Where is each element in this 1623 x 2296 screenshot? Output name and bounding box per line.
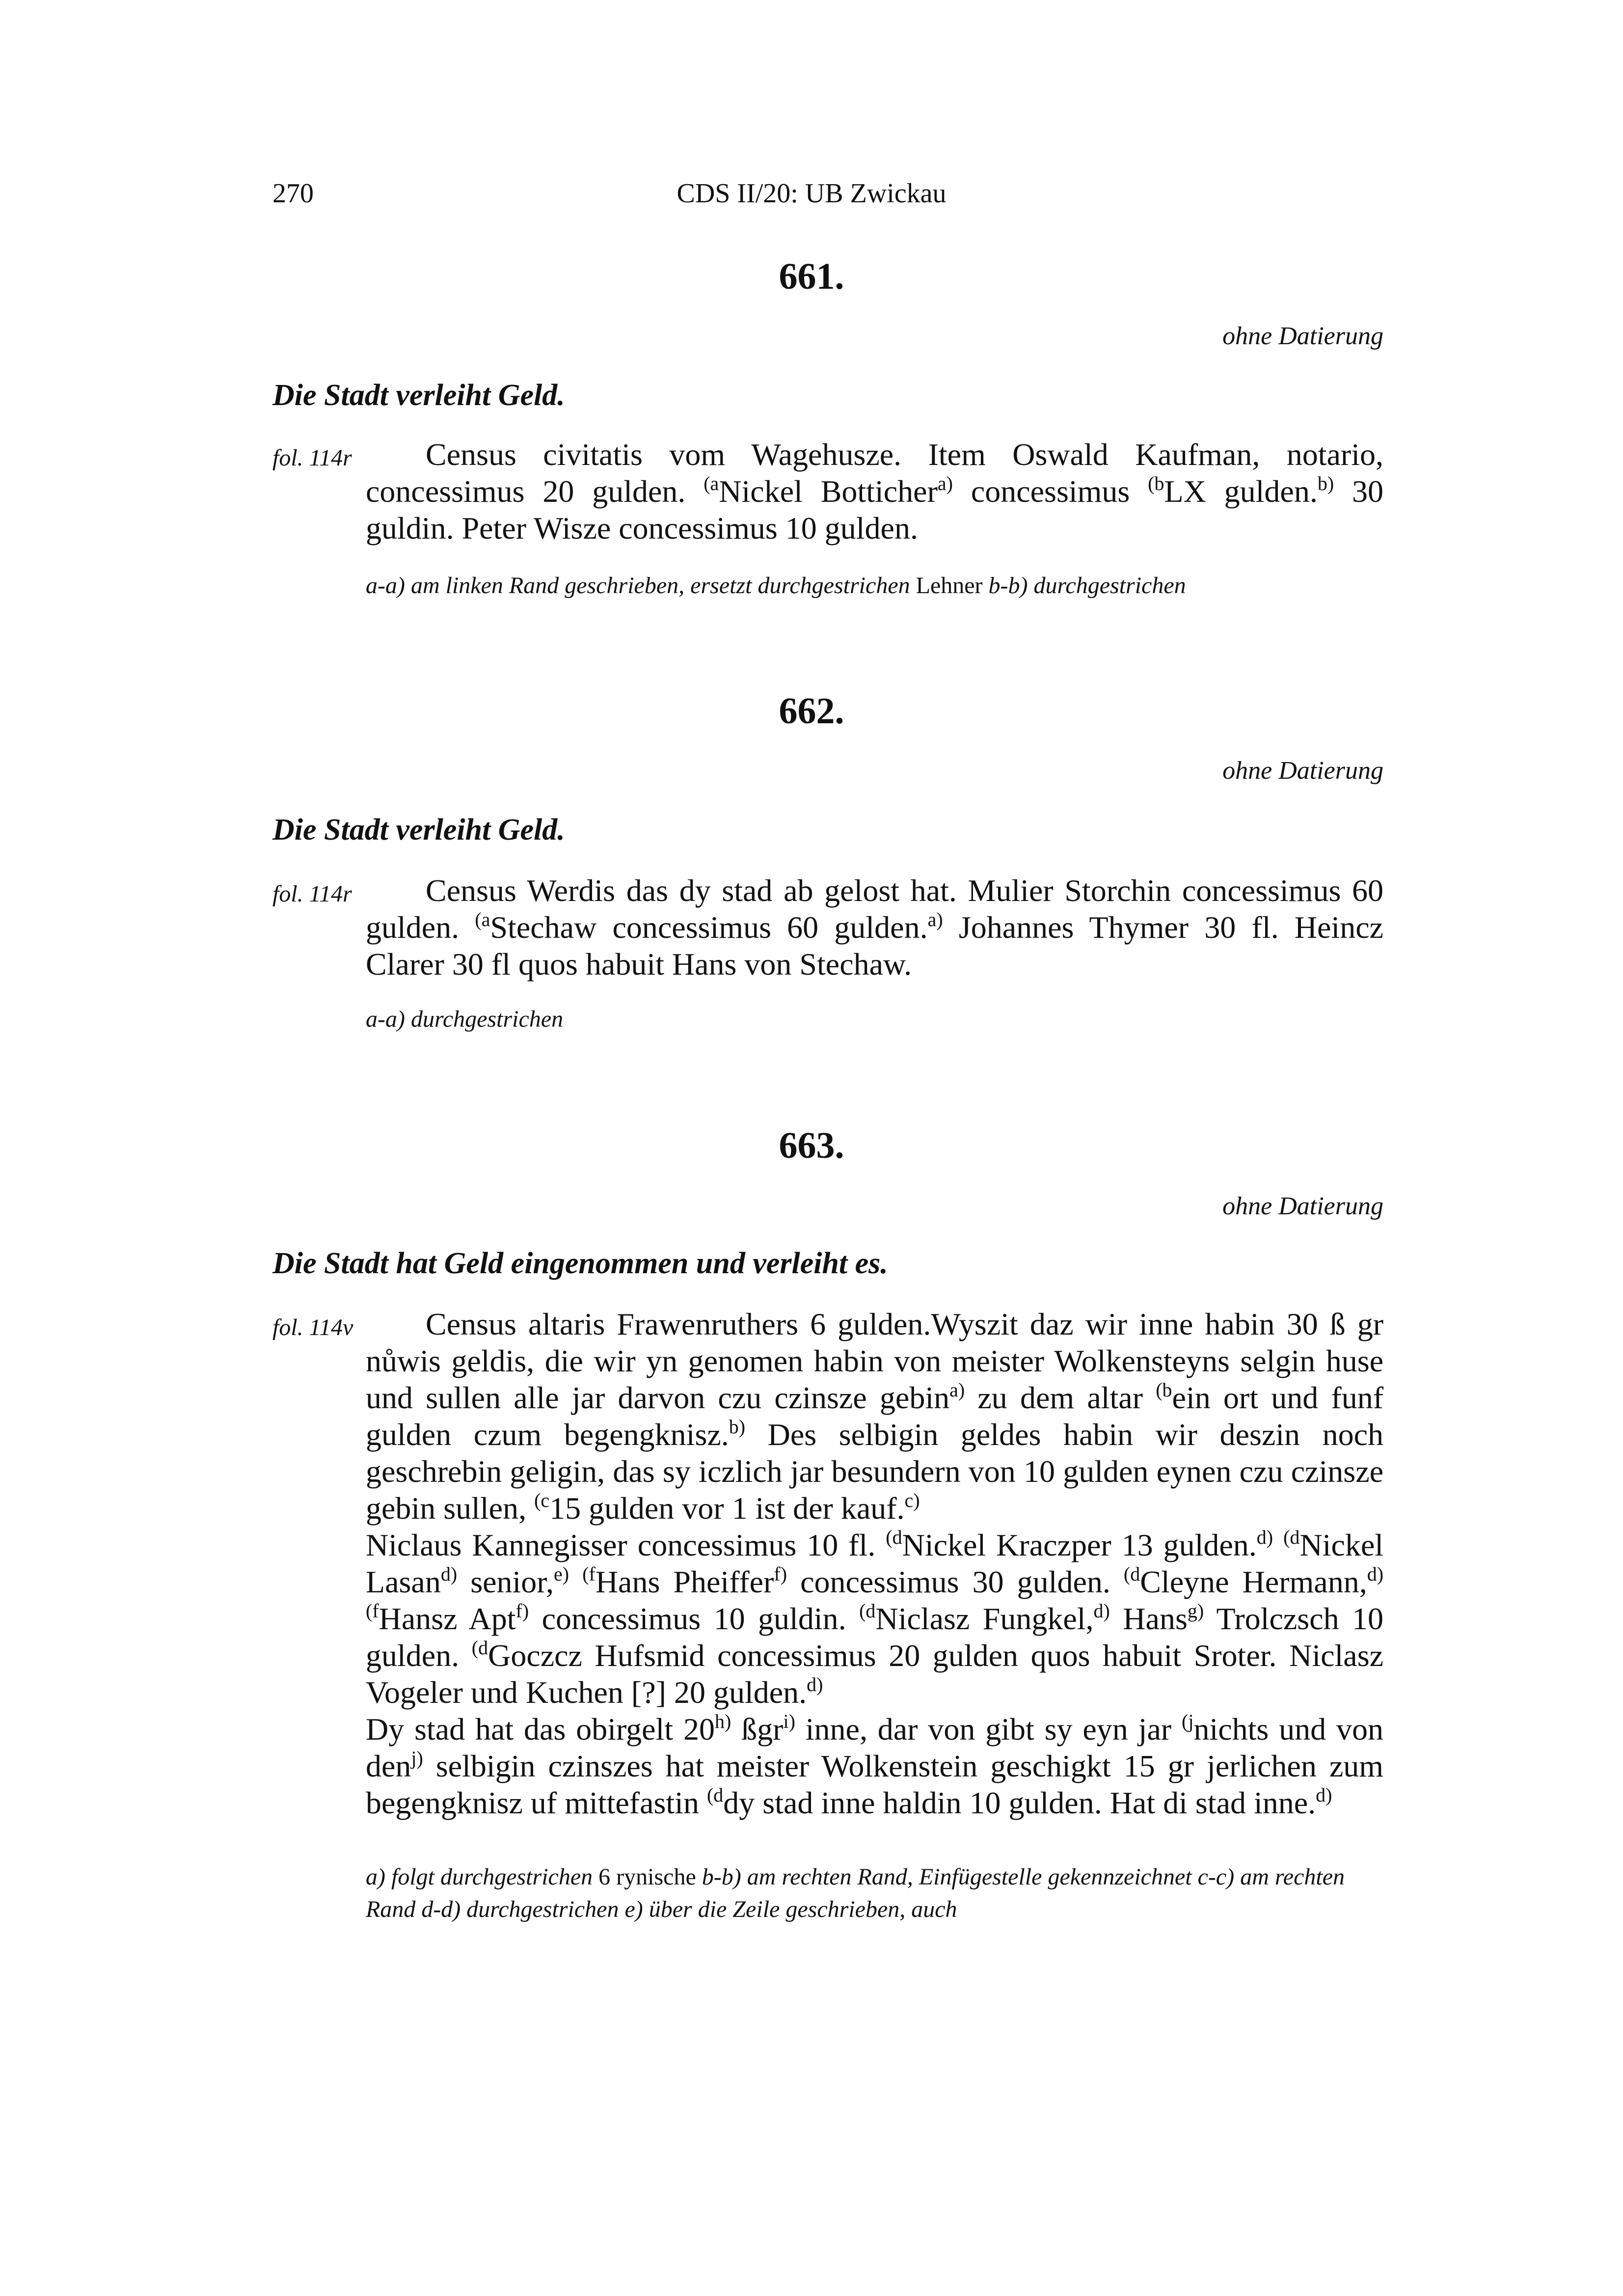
entry-text [366, 1306, 1383, 1821]
entry-number: 663. [779, 1125, 844, 1166]
entry-number: 662. [779, 690, 844, 732]
running-title: CDS II/20: UB Zwickau [676, 178, 947, 209]
entry-date: ohne Datierung [1222, 757, 1383, 785]
footnotes: a-a) durchgestrichen [366, 1006, 564, 1032]
paragraph: Census altaris Frawenruthers 6 gulden.Wyszit daz wir inne habin 30 ß gr nůwis geldis, die wir yn genomen habin von meister Wolkensteyns selgin huse und sullen alle jar darvon czu czinsze gebin$^{a)}$ zu dem altar $^{(b}$ein ort und funf gulden czum begengknisz.$^{b)}$ Des selbigin geldes habin wir deszin noch geschrebin geligin, das sy iczlich jar besundern von 10 gulden eynen czu czinsze gebin sullen, $^{(c}$15 gulden vor 1 ist der kauf.$^{c)}$ [366, 1307, 1384, 1526]
entry-title: Die Stadt verleiht Geld. [272, 379, 565, 412]
folio-reference: fol. 114r [272, 445, 352, 471]
footnotes: a-a) am linken Rand geschrieben, ersetzt durchgestrichen Lehner b-b) durchgestrichen [366, 573, 1186, 599]
folio-reference: fol. 114r [272, 881, 352, 907]
entry-title: Die Stadt hat Geld eingenommen und verleiht es. [272, 1247, 888, 1280]
page-number: 270 [272, 178, 314, 209]
entry-date: ohne Datierung [1222, 1192, 1383, 1220]
entry-title: Die Stadt verleiht Geld. [272, 813, 565, 847]
entry-date: ohne Datierung [1222, 322, 1383, 350]
entry-text: Census civitatis vom Wagehusze. Item Oswald Kaufman, notario, concessimus 20 gulden. $^{(a}$Nickel Botticher$^{a)}$ concessimus $^{(b}$LX gulden.$^{b)}$ 30 guldin. Peter Wisze concessimus 10 gulden. [366, 437, 1383, 546]
entry-number: 661. [779, 256, 844, 297]
entry-text: Census Werdis das dy stad ab gelost hat. Mulier Storchin concessimus 60 gulden. $^{(a}$Stechaw concessimus 60 gulden.$^{a)}$ Johannes Thymer 30 fl. Heincz Clarer 30 fl quos habuit Hans von Stechaw. [366, 873, 1384, 982]
footnotes: a) folgt durchgestrichen 6 rynische b-b) am rechten Rand, Einfügestelle gekennzeichnet c-c) am rechten Rand d-d) durchgestrichen e) über die Zeile geschrieben, auch [366, 1864, 1345, 1922]
folio-reference: fol. 114v [272, 1314, 353, 1340]
paragraph: Dy stad hat das obirgelt 20$^{h)}$ ßgr$^{i)}$ inne, dar von gibt sy eyn jar $^{(j}$nichts und von den$^{j)}$ selbigin czinszes hat meister Wolkenstein geschigkt 15 gr jerlichen zum begengknisz uf mittefastin $^{(d}$dy stad inne haldin 10 gulden. Hat di stad inne.$^{d)}$ [366, 1710, 1384, 1820]
paragraph: Niclaus Kannegisser concessimus 10 fl. $^{(d}$Nickel Kraczper 13 gulden.$^{d)}$ $^{(d}$Nickel Lasan$^{d)}$ senior,$^{e)}$ $^{(f}$Hans Pheiffer$^{f)}$ concessimus 30 gulden. $^{(d}$Cleyne Hermann,$^{d)}$ $^{(f}$Hansz Apt$^{f)}$ concessimus 10 guldin. $^{(d}$Niclasz Fungkel,$^{d)}$ Hans$^{g)}$ Trolczsch 10 gulden. $^{(d}$Goczcz Hufsmid concessimus 20 gulden quos habuit Sroter. Niclasz Vogeler und Kuchen [?] 20 gulden.$^{d)}$ [366, 1526, 1384, 1710]
